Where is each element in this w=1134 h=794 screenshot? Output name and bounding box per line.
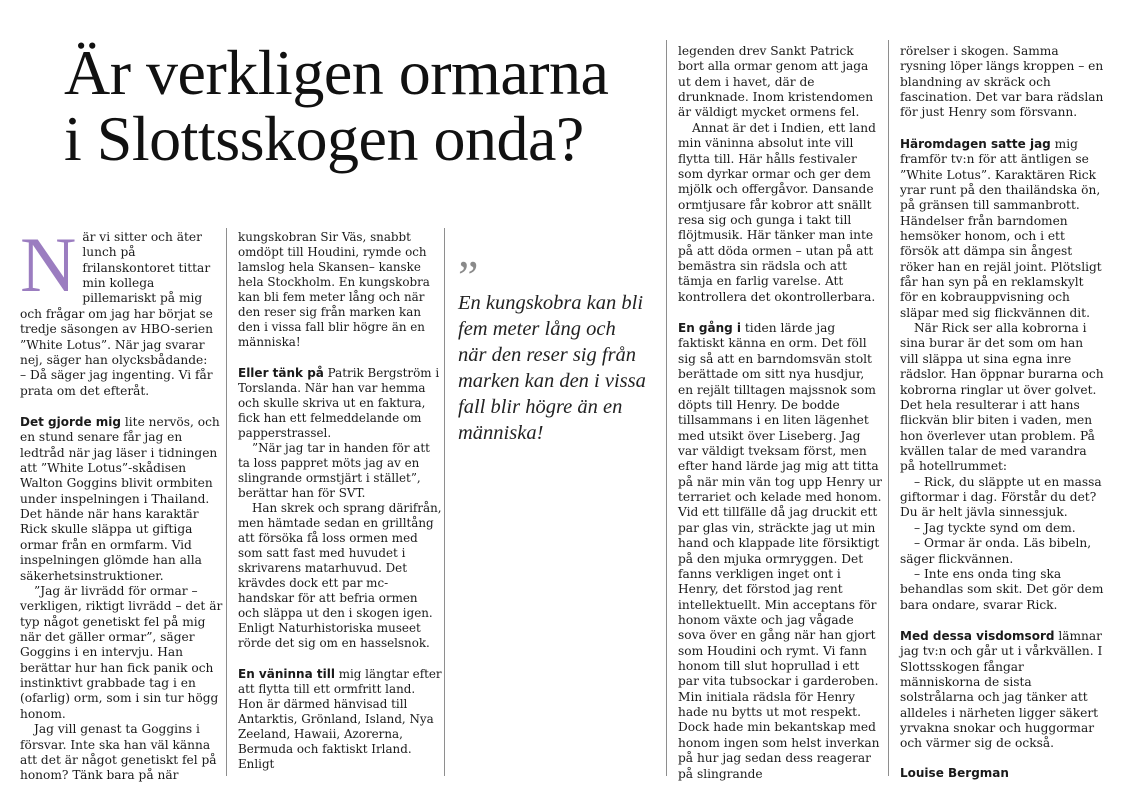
pull-quote (458, 251, 648, 446)
section-lead: En väninna till (238, 667, 335, 681)
article-column-4 (900, 44, 1104, 781)
dialogue-line: – Jag tyckte synd om dem. (914, 520, 1076, 535)
pull-quote-text: En kungskobra kan bli fem meter lång och när den reser sig från marken kan den i vissa fall blir högre än en människa! (458, 292, 646, 444)
paragraph: Jag vill genast ta Goggins i försvar. Inte ska han väl känna att det är något genetiskt fel på honom? Tänk bara på när (20, 722, 217, 783)
article-column-2 (238, 230, 442, 772)
dialogue-line: – Inte ens onda ting ska behandlas som skit. Det gör dem bara ondare, svarar Rick. (900, 566, 1104, 612)
paragraph: ”Jag är livrädd för ormar – verkligen, riktigt livrädd – det är typ något genetiskt fel på mig när det gäller ormar”, säger Goggins i en intervju. Han berättar hur han fick panik och instinktivt grabbade tag i en (ofarlig) orm, som i sin tur högg honom. (20, 583, 223, 721)
section-lead: Häromdagen satte jag (900, 136, 1051, 151)
section-lead: Med dessa visdomsord (900, 628, 1055, 643)
byline: Louise Bergman (900, 765, 1009, 780)
paragraph: rörelser i skogen. Samma rysning löper längs kroppen – en blandning av skräck och fascination. Det var bara rädslan för just Henry som försvann. (900, 44, 1104, 120)
section-paragraph: En gång i tiden lärde jag faktiskt känna en orm. Det föll sig så att en barndomsvän stolt berättade om sitt nya husdjur, en rejält tilltagen majssnok som döpts till Henry. De bodde tillsammans i en liten lägenhet med utsikt över Liseberg. Jag var väldigt tveksam först, men efter hand lärde jag mig att titta på när min vän tog upp Henry ur terrariet och kelade med honom. Vid ett tillfälle då jag druckit ett par glas vin, sträckte jag ut min hand och klappade lite försiktigt på den mjuka ormryggen. Det fanns verkligen inget ont i Henry, det förstod jag rent intellektuellt. Min acceptans för honom växte och jag vågade sova över en gång när han gjort som Houdini och rymt. Vi fann honom till slut hoprullad i ett par vita tubsockar i garderoben. Min initiala rädsla för Henry hade nu bytts ut mot respekt. Dock hade min bekantskap med honom ingen som helst inverkan på hur jag sedan dess reagerar på slingrande (678, 321, 882, 781)
column-rule (888, 40, 889, 776)
column-rule (666, 40, 667, 776)
section-paragraph: En väninna till mig längtar efter att flytta till ett ormfritt land. Hon är därmed hänvisad till Antarktis, Grönland, Island, Nya Zeeland, Hawaii, Azorerna, Bermuda och faktiskt Irland. Enligt (238, 667, 442, 771)
paragraph: När Rick ser alla kobrorna i sina burar är det som om han vill släppa ut sina egna inre rädslor. Han öppnar burarna och kobrorna ringlar ut över golvet. Det hela resulterar i att hans flickvän blir biten i vaden, men hon överlever utan problem. På kvällen talar de med varandra på hotellrummet: (900, 321, 1104, 474)
section-paragraph: Eller tänk på Patrik Bergström i Torslanda. När han var hemma och skulle skriva ut en faktura, fick han ett felmeddelande om papperstrassel. (238, 366, 440, 440)
section-lead: En gång i (678, 321, 742, 336)
drop-cap: N (20, 221, 77, 308)
dialogue-line: – Då säger jag ingenting. Vi får prata om det efteråt. (20, 368, 213, 398)
section-paragraph: Häromdagen satte jag mig framför tv:n för att äntligen se ”White Lotus”. Karaktären Rick yrar runt på den thailändska ön, på gränsen till sammanbrott. Händelser från barndomen hemsöker honom, och i ett försök att dämpa sin ångest röker han en rejäl joint. Plötsligt får han syn på en reklamskylt för en kobrauppvisning och släpar med sig flickvännen dit. (900, 136, 1102, 320)
paragraph: Annat är det i Indien, ett land min väninna absolut inte vill flytta till. Här hålls festivaler som dyrkar ormar och ger dem mjölk och offergåvor. Dansande ormtjusare får kobror att snällt resa sig och gunga i takt till flöjtmusik. Här tänker man inte på att döda ormen – utan på att bemästra sin rädsla och att tämja en farlig varelse. Att kontrollera det okontrollerbara. (678, 120, 876, 304)
section-paragraph: Det gjorde mig lite nervös, och en stund senare får jag en ledtråd när jag läser i tidningen att ”White Lotus”-skådisen Walton Goggins blivit ormbiten under inspelningen i Thailand. Det hände när hans karaktär Rick skulle släppa ut giftiga ormar från en ormfarm. Vid inspelningen glömde han alla säkerhetsinstruktioner. (20, 414, 220, 583)
quote-mark-icon: ” (458, 251, 479, 302)
section-lead: Eller tänk på (238, 366, 324, 380)
paragraph: legenden drev Sankt Patrick bort alla ormar genom att jaga ut dem i havet, där de drunknade. Inom kristendomen är väldigt mycket ormens fel. (678, 44, 874, 120)
paragraph: kungskobran Sir Väs, snabbt omdöpt till Houdini, rymde och lamslog hela Skansen– kanske hela Stockholm. En kungskobra kan bli fem meter lång och när den reser sig från marken kan den i vissa fall blir högre än en människa! (238, 230, 430, 349)
section-paragraph: Med dessa visdomsord lämnar jag tv:n och går ut i vårkvällen. I Slottsskogen fångar människorna de sista solstrålarna och jag tänker att alldeles i närheten ligger säkert yrvakna snokar och huggormar och värmer sig de också. (900, 628, 1103, 751)
article-column-3 (678, 44, 882, 782)
article-column-1 (20, 221, 224, 784)
column-rule (444, 228, 445, 776)
paragraph: ”När jag tar in handen för att ta loss pappret möts jag av en slingrande ormstjärt i stället”, berättar han för SVT. (238, 441, 430, 500)
headline: Är verkligen ormarna i Slottsskogen onda? (64, 37, 609, 174)
dialogue-line: – Rick, du släppte ut en massa giftormar i dag. Förstår du det? Du är helt jävla sinnessjuk. (900, 474, 1102, 520)
dialogue-line: – Ormar är onda. Läs bibeln, säger flickvännen. (900, 536, 1092, 566)
lead-paragraph: När vi sitter och äter lunch på frilanskontoret tittar min kollega pillemariskt på mig och frågar om jag har börjat se tredje säsongen av HBO-serien ”White Lotus”. När jag svarar nej, säger han olycksbådande: (20, 221, 213, 367)
section-lead: Det gjorde mig (20, 414, 121, 429)
paragraph: Han skrek och sprang därifrån, men hämtade sedan en grilltång att försöka få loss ormen med som satt fast med huvudet i skrivarens matarhuvud. Det krävdes dock ett par mc-handskar för att befria ormen och släppa ut den i skogen igen. Enligt Naturhistoriska museet rörde det sig om en hasselsnok. (238, 501, 442, 650)
column-rule (226, 228, 227, 776)
